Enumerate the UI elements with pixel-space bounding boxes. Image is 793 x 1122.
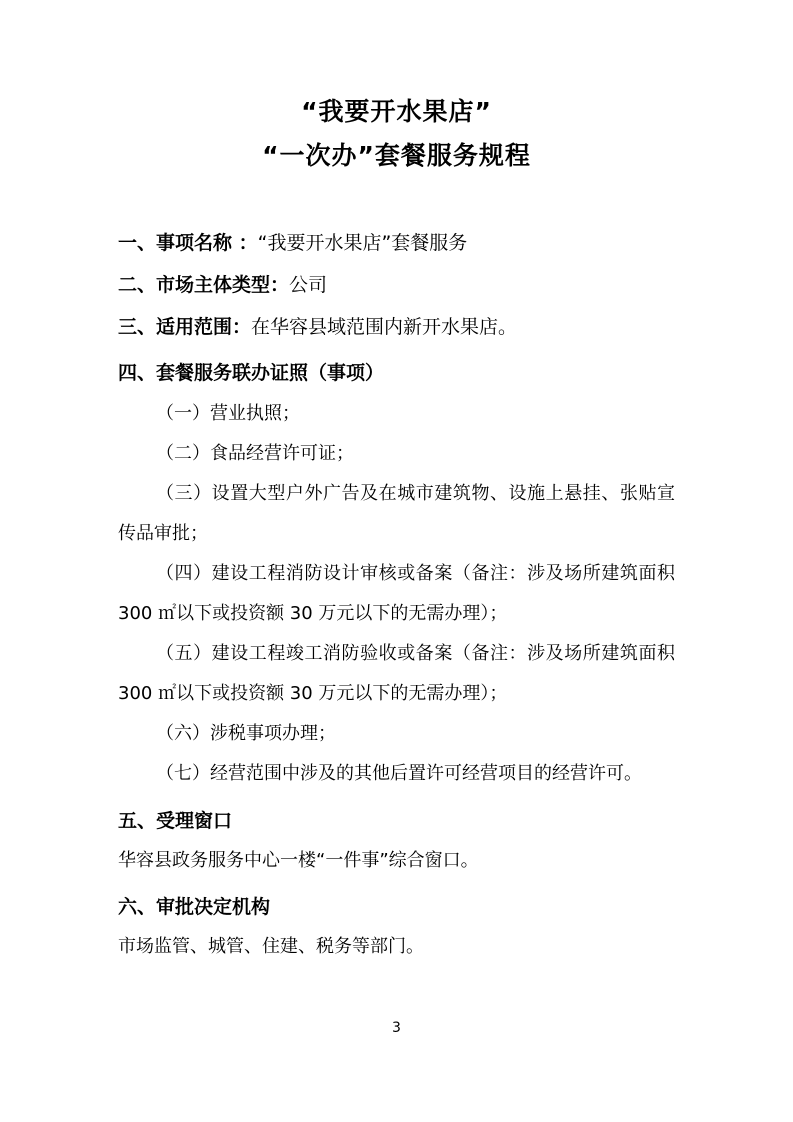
- item-name: [118, 224, 675, 262]
- title-line-1: “我要开水果店”: [301, 97, 492, 126]
- title-line-2: “一次办”套餐服务规程: [262, 141, 531, 170]
- section-six-text: 市场监管、城管、住建、税务等部门。: [118, 936, 424, 957]
- item-entity-type-value: 公司: [289, 274, 328, 296]
- list-item: （一）营业执照；: [156, 403, 300, 424]
- document-title: [118, 90, 675, 178]
- item-name-value: “我要开水果店”套餐服务: [257, 232, 468, 254]
- section-five-heading: 五、受理窗口: [118, 810, 233, 832]
- list-item: （五）建设工程竣工消防验收或备案（备注：涉及场所建筑面积 300 ㎡以下或投资额 30 万元以下的无需办理）；: [118, 643, 675, 704]
- list-item: （二）食品经营许可证；: [156, 443, 354, 464]
- section-six-heading: 六、审批决定机构: [118, 896, 271, 918]
- list-item: （六）涉税事项办理；: [156, 723, 336, 744]
- document-body: [118, 224, 675, 966]
- item-entity-type-label: 二、市场主体类型：: [118, 274, 290, 296]
- list-item: （七）经营范围中涉及的其他后置许可经营项目的经营许可。: [156, 763, 642, 784]
- page-number: 3: [392, 1020, 401, 1036]
- list-item: （三）设置大型户外广告及在城市建筑物、设施上悬挂、张贴宣传品审批；: [118, 483, 675, 544]
- list-item: （四）建设工程消防设计审核或备案（备注：涉及场所建筑面积 300 ㎡以下或投资额 30 万元以下的无需办理）；: [118, 563, 675, 624]
- item-entity-type: [118, 266, 675, 304]
- item-name-label: 一、事项名称 ：: [118, 232, 258, 254]
- section-five-text: 华容县政务服务中心一楼“一件事”综合窗口。: [118, 850, 479, 871]
- section-four-heading: 四、套餐服务联办证照（事项）: [118, 362, 385, 384]
- item-scope-value: 在华容县域范围内新开水果店。: [251, 316, 518, 338]
- item-scope-label: 三、适用范围：: [118, 316, 252, 338]
- item-scope: [118, 308, 675, 346]
